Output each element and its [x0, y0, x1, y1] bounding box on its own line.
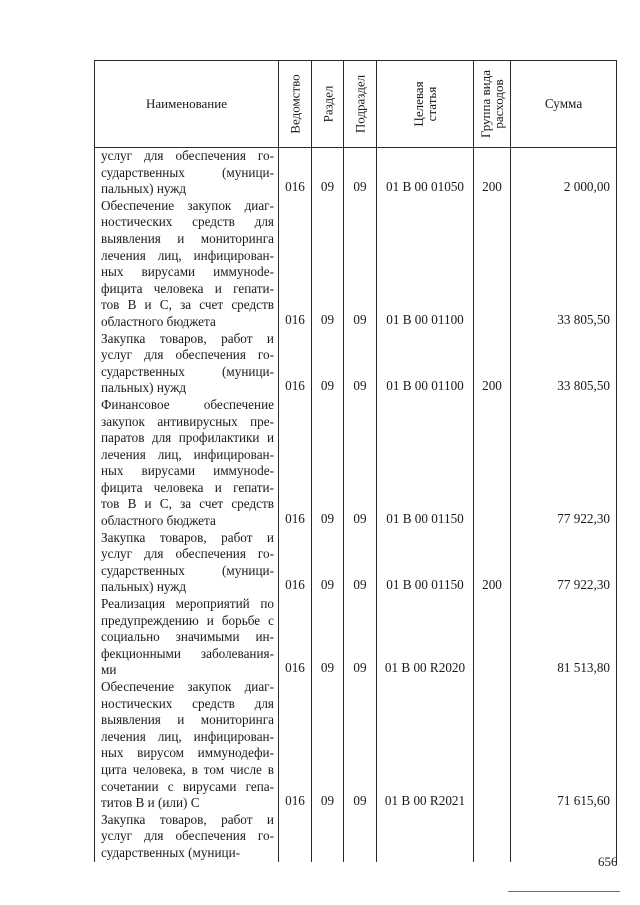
row-vedomstvo-cell: 016: [279, 679, 312, 812]
row-name-line: ных вирусами иммунode-: [101, 264, 274, 280]
row-podrazdel-cell: [344, 812, 377, 862]
row-vedomstvo-cell: [279, 812, 312, 862]
row-summa-cell: 33 805,50: [511, 331, 617, 397]
table-row: [95, 198, 617, 331]
row-name-line: областного бюджета: [101, 313, 216, 329]
header-celevaya: [377, 61, 474, 148]
row-name-line: услуг для обеспечения го-: [101, 546, 274, 562]
row-summa-cell: 71 615,60: [511, 679, 617, 812]
row-name-line: фекционными заболевания-: [101, 645, 274, 661]
row-name-line: предупреждению и борьбе с: [101, 612, 274, 628]
budget-table: [94, 60, 617, 862]
row-gruppa-cell: 200: [474, 530, 511, 596]
row-podrazdel-cell: 09: [344, 530, 377, 596]
header-summa: [511, 61, 617, 148]
row-name-line: Обеспечение закупок диаг-: [101, 197, 274, 213]
row-name-line: пальных) нужд: [101, 380, 187, 396]
row-name-line: услуг для обеспечения го-: [101, 148, 274, 163]
table-row: [95, 812, 617, 862]
row-name-cell: [95, 596, 279, 679]
row-name-line: сочетании с вирусами гепа-: [101, 778, 274, 794]
row-name-line: сударственных (муници-: [101, 844, 241, 860]
row-summa-cell: 77 922,30: [511, 397, 617, 530]
row-razdel-cell: 09: [312, 148, 344, 198]
row-podrazdel-cell: 09: [344, 596, 377, 679]
header-name-label: Наименование: [146, 95, 227, 111]
row-celevaya-cell: [377, 812, 474, 862]
table-row: [95, 596, 617, 679]
row-name-line: Реализация мероприятий по: [101, 596, 274, 612]
header-razdel-label: Раздел: [320, 85, 335, 123]
row-name-line: фицита человека и гепати-: [101, 479, 274, 495]
row-name-line: ностических средств для: [101, 214, 274, 230]
row-name-cell: [95, 812, 279, 862]
row-name-line: Закупка товаров, работ и: [101, 811, 274, 827]
header-celevaya-label: [412, 81, 438, 126]
header-summa-label: Сумма: [544, 95, 583, 111]
row-name-line: пальных) нужд: [101, 181, 187, 197]
row-razdel-cell: 09: [312, 530, 344, 596]
row-name-line: ных вирусом иммунодефи-: [101, 745, 274, 761]
header-razdel: [312, 61, 344, 148]
row-name-line: ностических средств для: [101, 695, 274, 711]
row-name-cell: [95, 198, 279, 331]
table-body: [95, 148, 617, 862]
row-gruppa-cell: [474, 812, 511, 862]
row-name-line: лечения лиц, инфицирован-: [101, 446, 274, 462]
header-podrazdel: [344, 61, 377, 148]
header-celevaya-line2: статья: [424, 86, 439, 122]
row-name-line: социально значимыми ин-: [101, 629, 274, 645]
row-podrazdel-cell: 09: [344, 198, 377, 331]
row-podrazdel-cell: 09: [344, 331, 377, 397]
row-celevaya-cell: 01 В 00 01100: [377, 198, 474, 331]
row-name-line: сударственных (муници-: [101, 562, 274, 578]
row-gruppa-cell: [474, 198, 511, 331]
table-row: [95, 530, 617, 596]
row-vedomstvo-cell: 016: [279, 530, 312, 596]
table-row: [95, 397, 617, 530]
row-name-line: Обеспечение закупок диаг-: [101, 679, 274, 694]
row-name-line: ми: [101, 662, 117, 678]
row-vedomstvo-cell: 016: [279, 596, 312, 679]
row-vedomstvo-cell: 016: [279, 331, 312, 397]
table-row: [95, 679, 617, 812]
header-celevaya-line1: Целевая: [411, 81, 426, 127]
row-razdel-cell: 09: [312, 198, 344, 331]
row-razdel-cell: [312, 812, 344, 862]
row-celevaya-cell: 01 В 00 R2020: [377, 596, 474, 679]
header-vedomstvo: [279, 61, 312, 148]
row-name-cell: [95, 679, 279, 812]
table-header-row: [95, 61, 617, 148]
row-podrazdel-cell: 09: [344, 679, 377, 812]
row-gruppa-cell: [474, 679, 511, 812]
row-celevaya-cell: 01 В 00 01150: [377, 530, 474, 596]
row-name-line: Закупка товаров, работ и: [101, 330, 274, 346]
row-podrazdel-cell: 09: [344, 397, 377, 530]
row-celevaya-cell: 01 В 00 01050: [377, 148, 474, 198]
row-name-line: фицита человека и гепати-: [101, 280, 274, 296]
row-razdel-cell: 09: [312, 679, 344, 812]
row-name-line: Закупка товаров, работ и: [101, 529, 274, 545]
row-summa-cell: 33 805,50: [511, 198, 617, 331]
header-vedomstvo-label: Ведомство: [287, 74, 303, 134]
row-name-line: паратов для профилактики и: [101, 430, 274, 446]
header-gruppa: [474, 61, 511, 148]
row-celevaya-cell: 01 В 00 01150: [377, 397, 474, 530]
row-celevaya-cell: 01 В 00 01100: [377, 331, 474, 397]
row-vedomstvo-cell: 016: [279, 148, 312, 198]
row-razdel-cell: 09: [312, 397, 344, 530]
row-name-line: выявления и мониторинга: [101, 230, 274, 246]
row-gruppa-cell: 200: [474, 331, 511, 397]
row-gruppa-cell: 200: [474, 148, 511, 198]
row-podrazdel-cell: 09: [344, 148, 377, 198]
header-name: [95, 61, 279, 148]
row-name-line: закупок антивирусных пре-: [101, 413, 274, 429]
header-gruppa-line1: Группа вида: [478, 70, 493, 138]
row-name-line: услуг для обеспечения го-: [101, 347, 274, 363]
row-vedomstvo-cell: 016: [279, 397, 312, 530]
header-podrazdel-label: Подраздел: [352, 74, 368, 134]
row-name-cell: [95, 331, 279, 397]
row-name-line: пальных) нужд: [101, 579, 187, 595]
row-razdel-cell: 09: [312, 596, 344, 679]
row-name-line: Финансовое обеспечение: [101, 396, 274, 412]
row-name-line: услуг для обеспечения го-: [101, 828, 274, 844]
row-name-line: лечения лиц, инфицирован-: [101, 247, 274, 263]
row-gruppa-cell: [474, 397, 511, 530]
row-razdel-cell: 09: [312, 331, 344, 397]
row-name-line: сударственных (муници-: [101, 363, 274, 379]
table-row: [95, 148, 617, 198]
row-name-cell: [95, 148, 279, 198]
bottom-rule: [508, 891, 620, 892]
row-name-line: выявления и мониторинга: [101, 712, 274, 728]
header-gruppa-line2: расходов: [491, 79, 506, 129]
row-summa-cell: 81 513,80: [511, 596, 617, 679]
row-vedomstvo-cell: 016: [279, 198, 312, 331]
table-row: [95, 331, 617, 397]
row-name-line: лечения лиц, инфицирован-: [101, 728, 274, 744]
row-name-line: тов В и С, за счет средств: [101, 297, 274, 313]
row-gruppa-cell: [474, 596, 511, 679]
row-name-line: титов В и (или) С: [101, 795, 200, 811]
row-name-line: областного бюджета: [101, 513, 216, 529]
row-name-cell: [95, 530, 279, 596]
row-name-line: ных вирусами иммунode-: [101, 463, 274, 479]
header-gruppa-label: [479, 70, 505, 138]
row-celevaya-cell: 01 В 00 R2021: [377, 679, 474, 812]
row-name-line: сударственных (муници-: [101, 164, 274, 180]
row-name-cell: [95, 397, 279, 530]
page-number: 656: [598, 854, 618, 869]
row-summa-cell: 77 922,30: [511, 530, 617, 596]
row-summa-cell: 2 000,00: [511, 148, 617, 198]
row-name-line: тов В и С, за счет средств: [101, 496, 274, 512]
row-name-line: цита человека, в том числе в: [101, 761, 274, 777]
